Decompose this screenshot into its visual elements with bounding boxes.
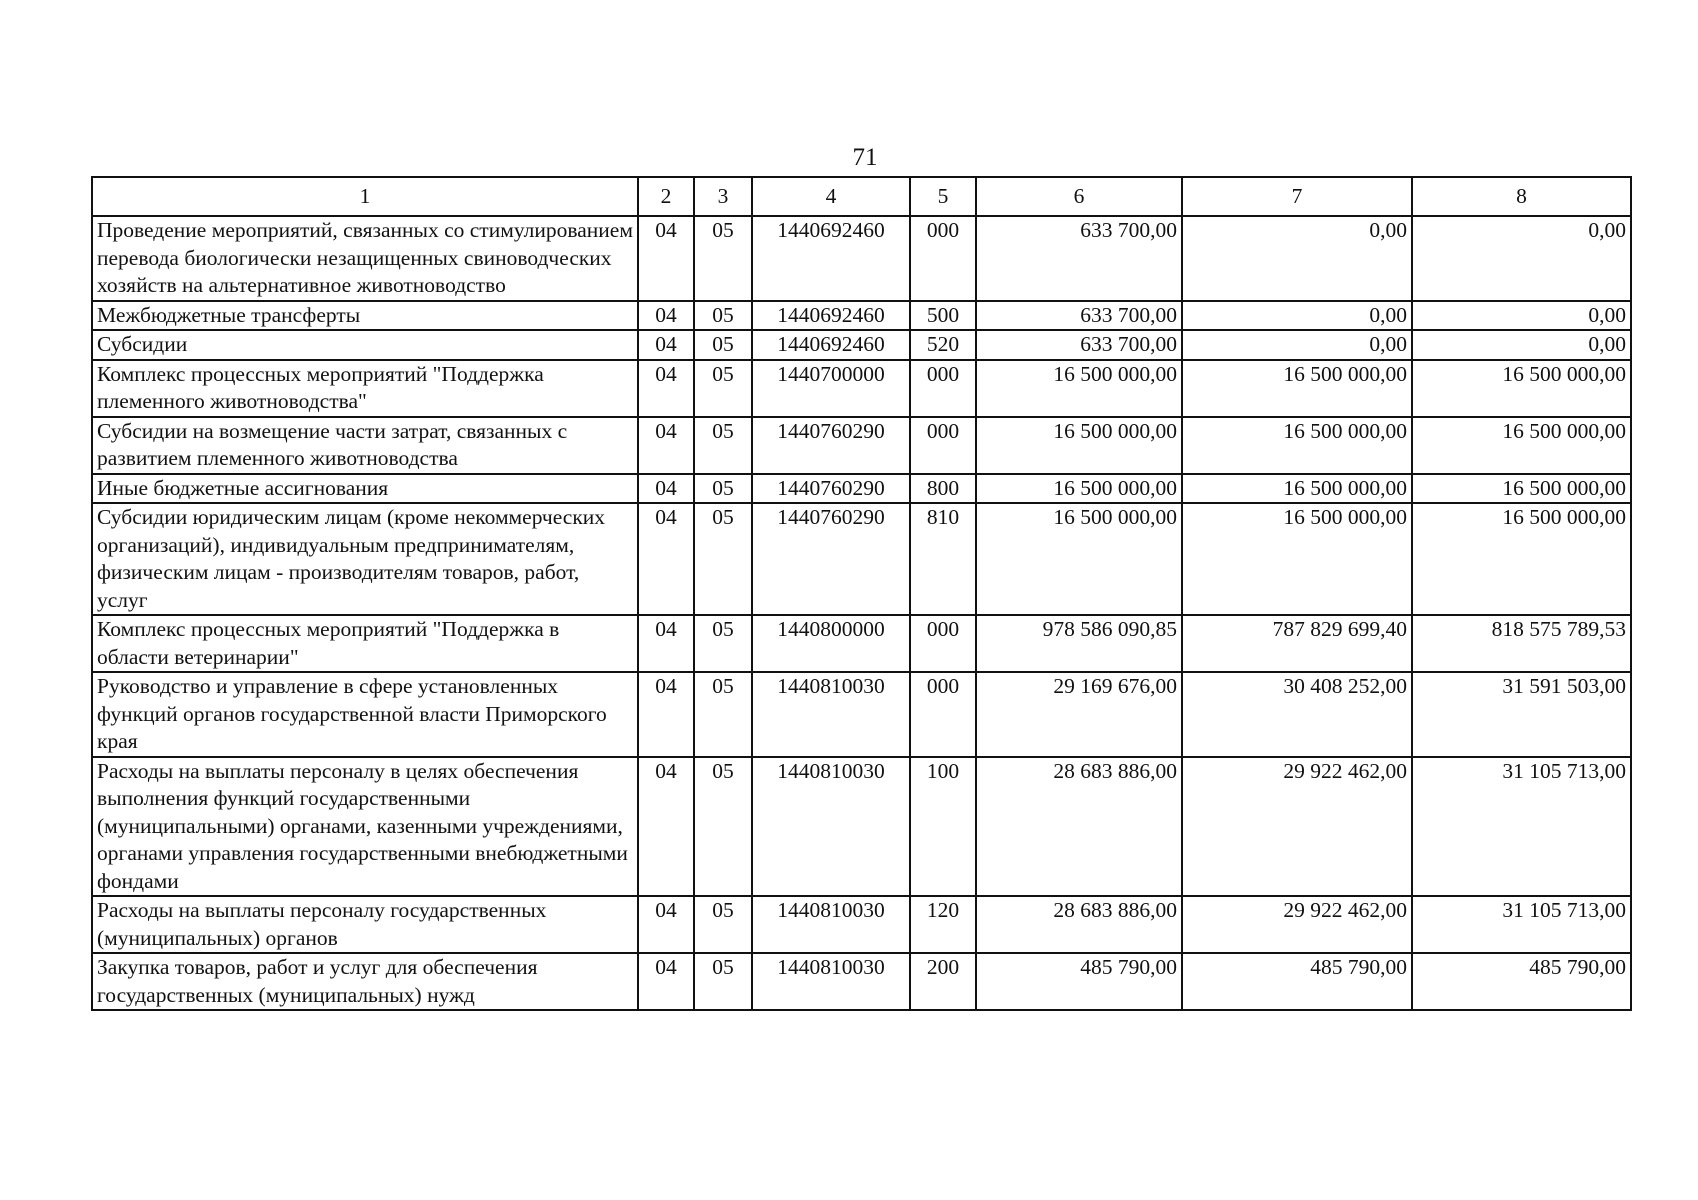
row-expense-type-cell: 000 [910,672,976,757]
row-amount-col8-cell: 0,00 [1412,330,1631,360]
row-amount-col7-cell: 29 922 462,00 [1182,757,1412,897]
row-amount-col7-cell: 16 500 000,00 [1182,503,1412,615]
row-section-code-cell: 04 [638,672,694,757]
column-header: 8 [1412,177,1631,216]
row-amount-col6-cell: 485 790,00 [976,953,1182,1010]
row-amount-col8-cell: 485 790,00 [1412,953,1631,1010]
table-row [92,360,1631,417]
table-row [92,301,1631,331]
row-target-article-cell: 1440692460 [752,216,910,301]
row-section-code-cell: 04 [638,330,694,360]
row-subsection-code-cell: 05 [694,757,752,897]
row-target-article-cell: 1440810030 [752,672,910,757]
row-subsection-code-cell: 05 [694,474,752,504]
row-expense-type-cell: 500 [910,301,976,331]
row-expense-type-cell: 810 [910,503,976,615]
row-section-code-cell: 04 [638,417,694,474]
row-amount-col6-cell: 16 500 000,00 [976,417,1182,474]
row-section-code-cell: 04 [638,953,694,1010]
row-amount-col8-cell: 16 500 000,00 [1412,503,1631,615]
column-header: 4 [752,177,910,216]
column-header: 1 [92,177,638,216]
row-amount-col7-cell: 16 500 000,00 [1182,474,1412,504]
row-amount-col7-cell: 0,00 [1182,301,1412,331]
row-amount-col7-cell: 0,00 [1182,216,1412,301]
budget-table [91,176,1632,1011]
row-section-code-cell: 04 [638,301,694,331]
row-subsection-code-cell: 05 [694,360,752,417]
row-section-code-cell: 04 [638,216,694,301]
table-row [92,953,1631,1010]
row-amount-col8-cell: 31 105 713,00 [1412,757,1631,897]
table-row [92,503,1631,615]
row-name-cell: Проведение мероприятий, связанных со стимулированием перевода биологически незащищенных свиноводческих хозяйств на альтернативное животноводство [92,216,638,301]
row-subsection-code-cell: 05 [694,615,752,672]
row-amount-col7-cell: 29 922 462,00 [1182,896,1412,953]
row-amount-col7-cell: 485 790,00 [1182,953,1412,1010]
row-amount-col6-cell: 16 500 000,00 [976,503,1182,615]
row-name-cell: Расходы на выплаты персоналу государственных (муниципальных) органов [92,896,638,953]
row-amount-col7-cell: 0,00 [1182,330,1412,360]
row-subsection-code-cell: 05 [694,953,752,1010]
row-expense-type-cell: 520 [910,330,976,360]
table-row [92,216,1631,301]
row-target-article-cell: 1440810030 [752,896,910,953]
row-name-cell: Иные бюджетные ассигнования [92,474,638,504]
row-expense-type-cell: 000 [910,417,976,474]
row-amount-col6-cell: 29 169 676,00 [976,672,1182,757]
column-header: 3 [694,177,752,216]
row-amount-col6-cell: 978 586 090,85 [976,615,1182,672]
row-section-code-cell: 04 [638,757,694,897]
row-amount-col6-cell: 633 700,00 [976,330,1182,360]
row-name-cell: Субсидии [92,330,638,360]
row-target-article-cell: 1440800000 [752,615,910,672]
row-subsection-code-cell: 05 [694,896,752,953]
table-row [92,615,1631,672]
row-section-code-cell: 04 [638,474,694,504]
row-expense-type-cell: 000 [910,360,976,417]
row-target-article-cell: 1440760290 [752,503,910,615]
table-row [92,896,1631,953]
table-body [92,216,1631,1010]
row-expense-type-cell: 120 [910,896,976,953]
row-target-article-cell: 1440692460 [752,330,910,360]
column-header: 6 [976,177,1182,216]
row-expense-type-cell: 000 [910,216,976,301]
page-number: 71 [852,144,878,171]
row-amount-col7-cell: 16 500 000,00 [1182,417,1412,474]
row-amount-col6-cell: 28 683 886,00 [976,896,1182,953]
row-amount-col8-cell: 0,00 [1412,216,1631,301]
row-section-code-cell: 04 [638,896,694,953]
row-target-article-cell: 1440810030 [752,953,910,1010]
row-section-code-cell: 04 [638,503,694,615]
row-subsection-code-cell: 05 [694,301,752,331]
row-name-cell: Комплекс процессных мероприятий "Поддержка племенного животноводства" [92,360,638,417]
row-amount-col6-cell: 633 700,00 [976,301,1182,331]
row-amount-col6-cell: 633 700,00 [976,216,1182,301]
table-header-row [92,177,1631,216]
row-name-cell: Закупка товаров, работ и услуг для обеспечения государственных (муниципальных) нужд [92,953,638,1010]
row-target-article-cell: 1440760290 [752,474,910,504]
row-subsection-code-cell: 05 [694,216,752,301]
row-name-cell: Расходы на выплаты персоналу в целях обеспечения выполнения функций государственными (муниципальными) органами, казенными учреждениями, органами управления государственными внебюджетными фондами [92,757,638,897]
row-amount-col6-cell: 16 500 000,00 [976,360,1182,417]
row-amount-col6-cell: 28 683 886,00 [976,757,1182,897]
row-target-article-cell: 1440700000 [752,360,910,417]
table-row [92,330,1631,360]
row-target-article-cell: 1440810030 [752,757,910,897]
row-subsection-code-cell: 05 [694,503,752,615]
row-amount-col7-cell: 787 829 699,40 [1182,615,1412,672]
row-name-cell: Субсидии на возмещение части затрат, связанных с развитием племенного животноводства [92,417,638,474]
row-amount-col7-cell: 16 500 000,00 [1182,360,1412,417]
row-section-code-cell: 04 [638,615,694,672]
row-amount-col8-cell: 31 591 503,00 [1412,672,1631,757]
row-name-cell: Субсидии юридическим лицам (кроме некоммерческих организаций), индивидуальным предпринимателям, физическим лицам - производителям товаров, работ, услуг [92,503,638,615]
row-section-code-cell: 04 [638,360,694,417]
row-amount-col6-cell: 16 500 000,00 [976,474,1182,504]
table-row [92,417,1631,474]
row-amount-col8-cell: 16 500 000,00 [1412,474,1631,504]
column-header: 2 [638,177,694,216]
row-target-article-cell: 1440692460 [752,301,910,331]
table-row [92,672,1631,757]
row-expense-type-cell: 100 [910,757,976,897]
row-amount-col8-cell: 16 500 000,00 [1412,360,1631,417]
row-amount-col8-cell: 31 105 713,00 [1412,896,1631,953]
row-expense-type-cell: 200 [910,953,976,1010]
row-name-cell: Комплекс процессных мероприятий "Поддержка в области ветеринарии" [92,615,638,672]
row-amount-col8-cell: 818 575 789,53 [1412,615,1631,672]
row-name-cell: Руководство и управление в сфере установленных функций органов государственной власти Приморского края [92,672,638,757]
row-expense-type-cell: 000 [910,615,976,672]
row-subsection-code-cell: 05 [694,330,752,360]
table-row [92,757,1631,897]
row-expense-type-cell: 800 [910,474,976,504]
row-amount-col8-cell: 0,00 [1412,301,1631,331]
row-target-article-cell: 1440760290 [752,417,910,474]
row-subsection-code-cell: 05 [694,417,752,474]
row-amount-col8-cell: 16 500 000,00 [1412,417,1631,474]
table-row [92,474,1631,504]
column-header: 7 [1182,177,1412,216]
column-header: 5 [910,177,976,216]
row-amount-col7-cell: 30 408 252,00 [1182,672,1412,757]
row-name-cell: Межбюджетные трансферты [92,301,638,331]
row-subsection-code-cell: 05 [694,672,752,757]
